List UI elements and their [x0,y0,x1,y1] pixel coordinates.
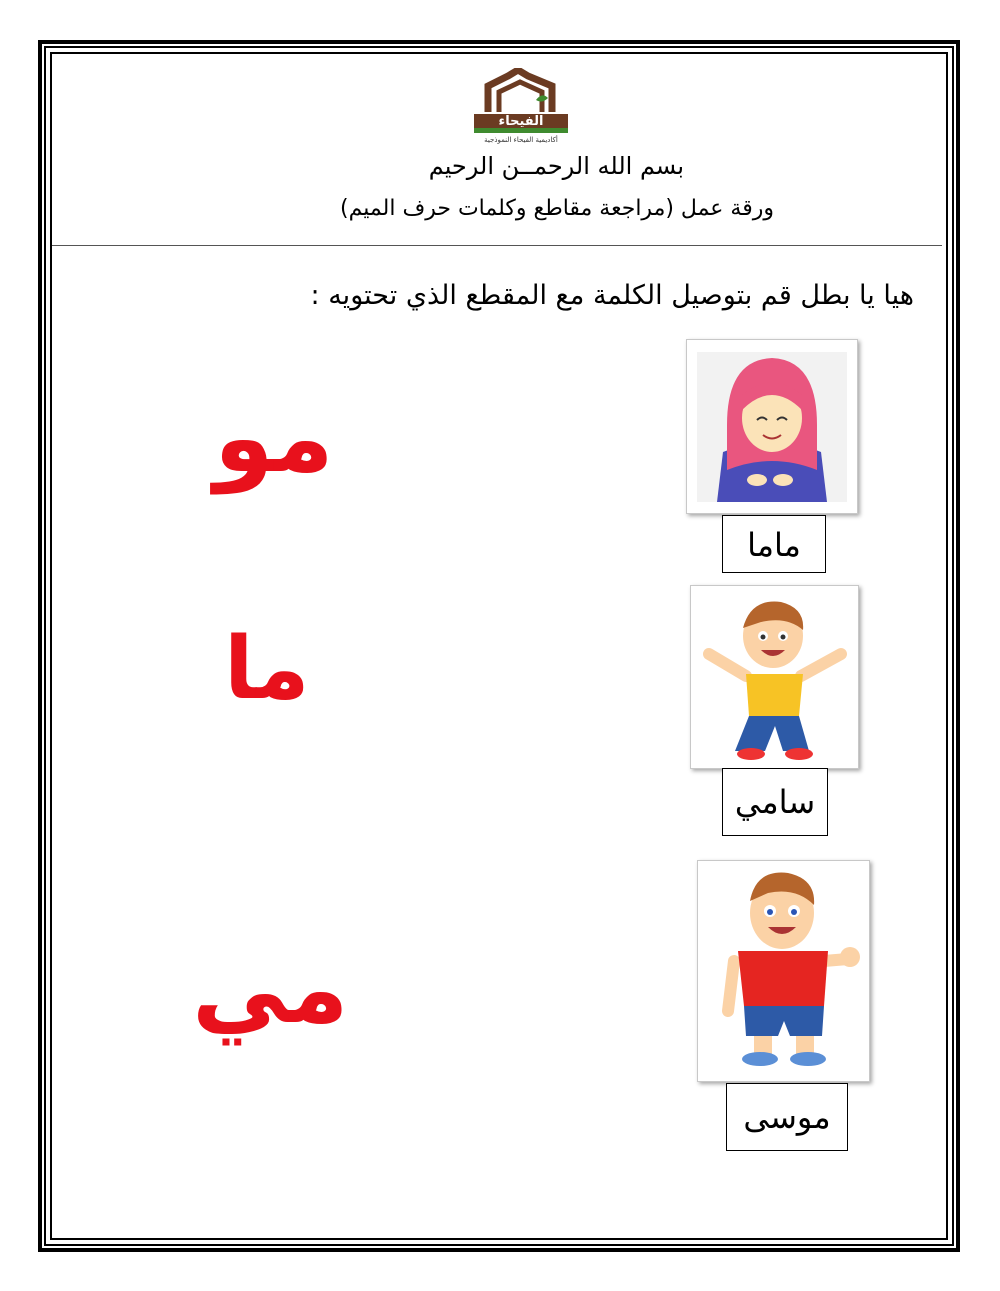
syllable-ma[interactable]: ما [224,619,310,719]
thumbs-up-boy-picture [697,860,870,1082]
worksheet-subtitle: ورقة عمل (مراجعة مقاطع وكلمات حرف الميم) [340,196,774,221]
instruction-text: هيا يا بطل قم بتوصيل الكلمة مع المقطع الذي تحتويه : [310,280,914,311]
basmala: بسم الله الرحمــن الرحيم [428,152,684,180]
school-logo [466,68,576,146]
logo-caption: أكاديمية الفيحاء النموذجية [484,136,558,144]
header-divider [52,245,942,246]
waving-boy-picture [690,585,859,769]
syllable-mi[interactable]: مي [192,933,349,1045]
word-box-musa[interactable]: موسى [726,1083,848,1151]
logo-name: الفيحاء [498,114,544,129]
girl-in-hijab-picture [686,339,858,514]
syllable-mu[interactable]: مو [214,382,334,494]
word-box-mama[interactable]: ماما [722,515,826,573]
word-box-sami[interactable]: سامي [722,768,828,836]
